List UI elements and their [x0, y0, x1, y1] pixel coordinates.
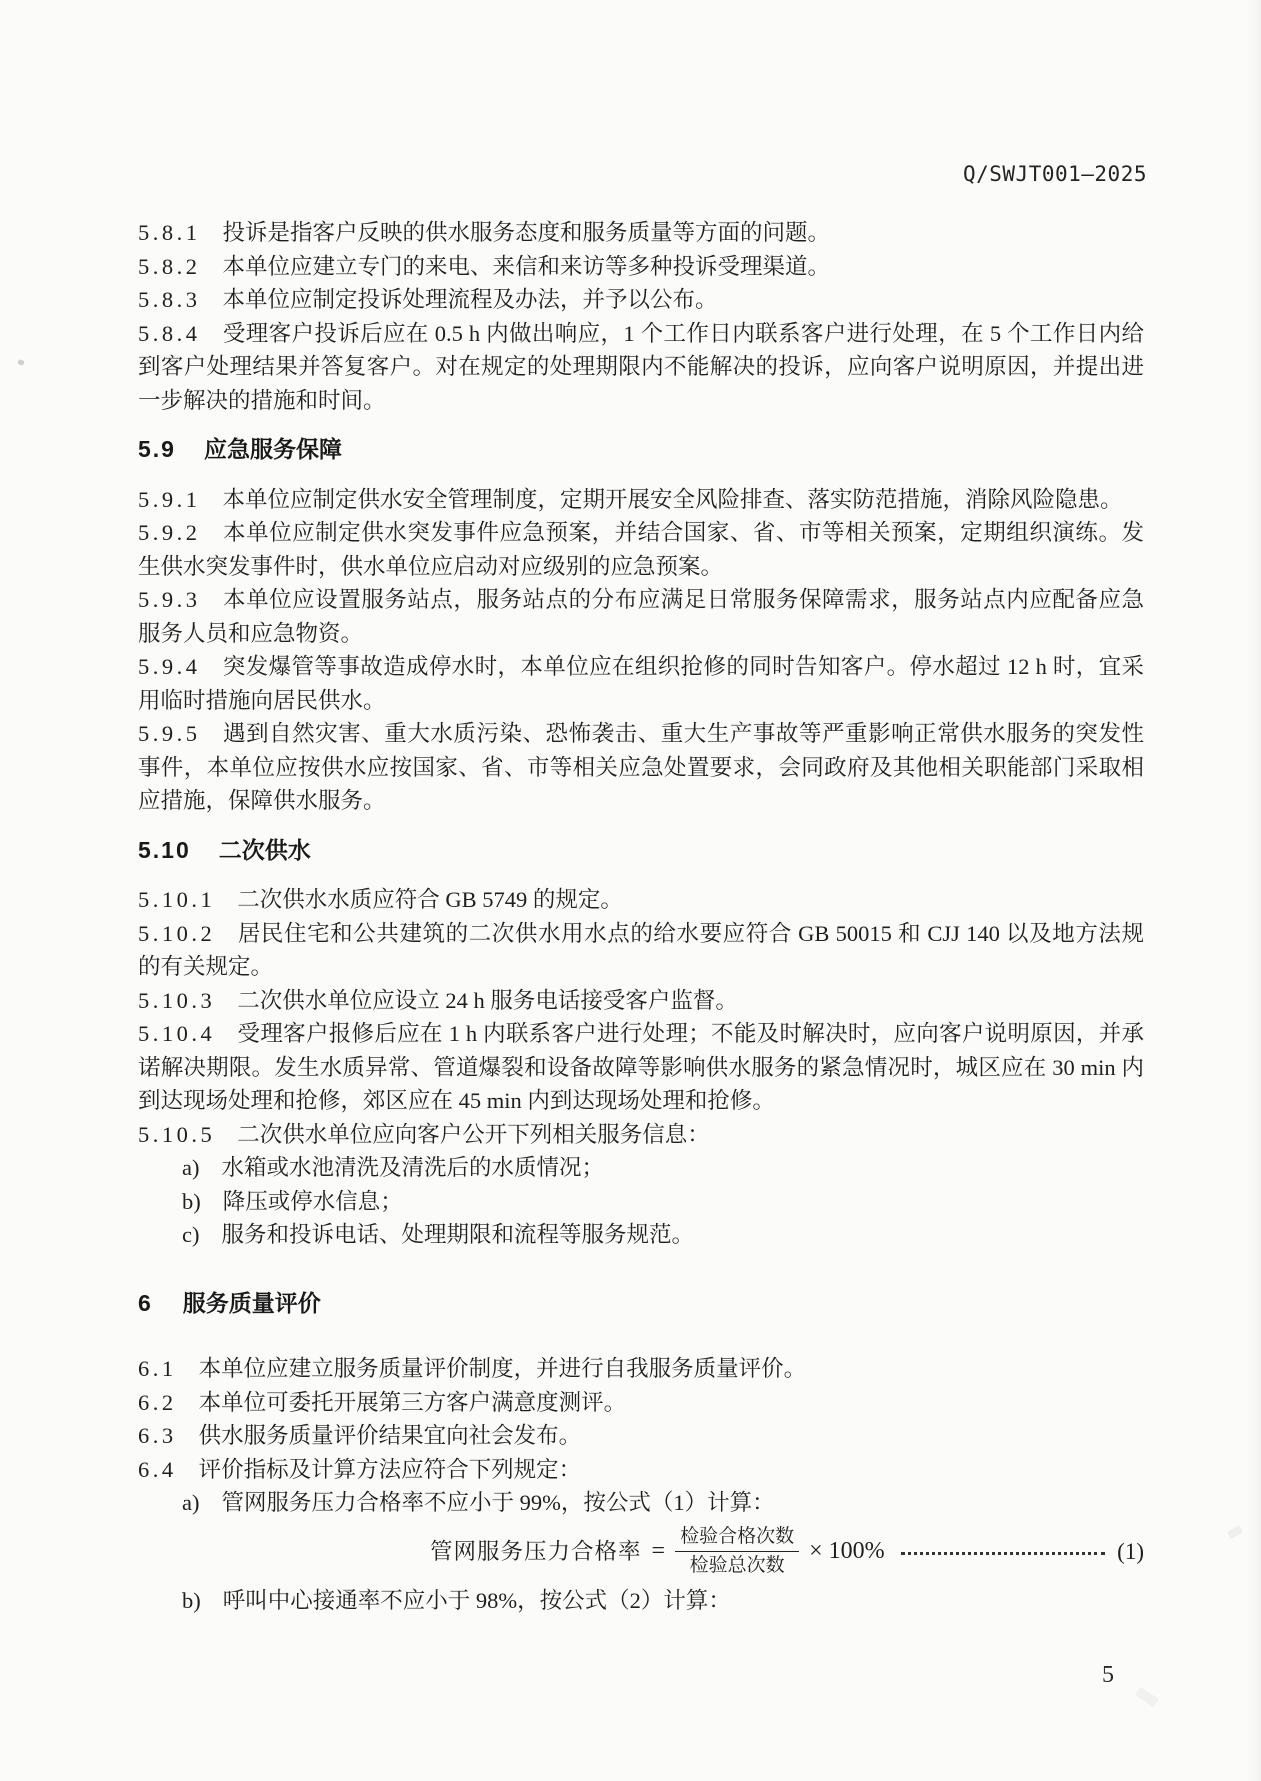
list-text: 呼叫中心接通率不应小于 98%，按公式（2）计算：: [222, 1587, 731, 1613]
clause-text: 遇到自然灾害、重大水质污染、恐怖袭击、重大生产事故等严重影响正常供水服务的突发性事件，本单位应按供水应按国家、省、市等相关应急处置要求，会同政府及其他相关职能部门采取相应措施，保障供水服务。: [138, 721, 1144, 813]
section-heading-6: [138, 1287, 1144, 1321]
clause-5-10-5: [138, 1118, 1144, 1152]
clause-number: 5.9.3: [138, 587, 201, 612]
heading-title: 应急服务保障: [203, 436, 342, 462]
page-number: 5: [1102, 1662, 1114, 1688]
list-text: 服务和投诉电话、处理期限和流程等服务规范。: [221, 1222, 694, 1247]
heading-title: 服务质量评价: [182, 1289, 321, 1316]
clause-number: 5.10.1: [138, 887, 216, 912]
list-text: 降压或停水信息；: [222, 1188, 403, 1214]
section-heading-5-9: [138, 433, 1144, 467]
clause-5-9-4: [138, 650, 1144, 717]
clause-6-2: [138, 1386, 1144, 1420]
clause-text: 二次供水单位应设立 24 h 服务电话接受客户监督。: [237, 987, 738, 1013]
clause-text: 本单位应制定供水安全管理制度，定期开展安全风险排查、落实防范措施，消除风险隐患。: [222, 486, 1123, 512]
clause-6-3: [138, 1419, 1144, 1453]
document-body: [138, 216, 1144, 1617]
list-text: 水箱或水池清洗及清洗后的水质情况；: [221, 1155, 604, 1180]
clause-number: 5.9.4: [138, 654, 201, 679]
clause-5-8-2: [138, 250, 1144, 284]
clause-text: 供水服务质量评价结果宜向社会发布。: [198, 1423, 582, 1448]
list-marker: c): [182, 1222, 200, 1247]
clause-number: 5.8.1: [138, 220, 201, 245]
clause-number: 5.9.1: [138, 486, 201, 512]
clause-text: 评价指标及计算方法应符合下列规定：: [198, 1456, 582, 1482]
equals-sign: =: [651, 1537, 666, 1564]
clause-text: 居民住宅和公共建筑的二次供水用水点的给水要应符合 GB 50015 和 CJJ 140 以及地方法规的有关规定。: [138, 920, 1144, 979]
list-marker: b): [182, 1587, 201, 1613]
clause-text: 本单位应设置服务站点，服务站点的分布应满足日常服务保障需求，服务站点内应配备应急服务人员和应急物资。: [138, 587, 1144, 646]
list-item-b-pressure: [138, 1185, 1144, 1219]
clause-5-8-1: [138, 216, 1144, 250]
list-item-a-water-tank: [138, 1151, 1144, 1185]
heading-number: 5.9: [138, 436, 176, 462]
heading-number: 6: [138, 1289, 153, 1316]
fraction-denominator: 检验总次数: [689, 1555, 785, 1576]
clause-text: 投诉是指客户反映的供水服务态度和服务质量等方面的问题。: [222, 220, 831, 245]
section-heading-5-10: [138, 834, 1144, 868]
clause-5-9-2: [138, 516, 1144, 583]
scan-speck: [1135, 1687, 1159, 1708]
clause-5-8-4: [138, 317, 1144, 418]
clause-6-4: [138, 1453, 1144, 1487]
scan-speck: [1227, 1525, 1243, 1539]
clause-text: 受理客户投诉后应在 0.5 h 内做出响应，1 个工作日内联系客户进行处理，在 5 个工作日内给到客户处理结果并答复客户。对在规定的处理期限内不能解决的投诉，应向客户说明原因，并提出进一步解决的措施和时间。: [138, 320, 1144, 413]
clause-number: 6.4: [138, 1456, 177, 1482]
clause-text: 二次供水水质应符合 GB 5749 的规定。: [237, 887, 623, 912]
scan-speck: [17, 359, 24, 366]
clause-text: 本单位应制定投诉处理流程及办法，并予以公布。: [222, 287, 718, 312]
formula-1: [138, 1520, 1144, 1584]
clause-number: 5.10.5: [138, 1121, 216, 1147]
formula-fraction: [675, 1525, 799, 1578]
fraction-numerator: 检验合格次数: [675, 1525, 799, 1552]
heading-number: 5.10: [138, 836, 191, 863]
clause-number: 5.8.3: [138, 287, 201, 312]
clause-text: 受理客户报修后应在 1 h 内联系客户进行处理；不能及时解决时，应向客户说明原因，并承诺解决期限。发生水质异常、管道爆裂和设备故障等影响供水服务的紧急情况时，城区应在 30 min 内到达现场处理和抢修，郊区应在 45 min 内到达现场处理和抢修。: [138, 1021, 1144, 1113]
clause-5-10-1: [138, 883, 1144, 917]
equation-number: (1): [1117, 1538, 1144, 1564]
clause-number: 6.3: [138, 1423, 177, 1448]
clause-text: 本单位应建立专门的来电、来信和来访等多种投诉受理渠道。: [222, 253, 831, 279]
dotted-leader: [901, 1552, 1106, 1555]
clause-text: 本单位可委托开展第三方客户满意度测评。: [198, 1389, 627, 1415]
formula-multiplier: × 100%: [809, 1537, 885, 1564]
clause-text: 突发爆管等事故造成停水时，本单位应在组织抢修的同时告知客户。停水超过 12 h 时，宜采用临时措施向居民供水。: [138, 654, 1144, 713]
list-text: 管网服务压力合格率不应小于 99%，按公式（1）计算：: [221, 1490, 775, 1515]
clause-number: 5.10.2: [138, 920, 216, 946]
clause-number: 6.2: [138, 1389, 177, 1415]
clause-5-10-2: [138, 917, 1144, 984]
list-marker: a): [182, 1155, 200, 1180]
clause-text: 本单位应制定供水突发事件应急预案，并结合国家、省、市等相关预案，定期组织演练。发生供水突发事件时，供水单位应启动对应级别的应急预案。: [138, 520, 1144, 579]
clause-number: 5.8.4: [138, 320, 201, 346]
clause-number: 5.9.5: [138, 721, 201, 746]
clause-text: 本单位应建立服务质量评价制度，并进行自我服务质量评价。: [198, 1356, 807, 1381]
clause-5-9-1: [138, 483, 1144, 517]
clause-number: 5.9.2: [138, 520, 201, 545]
list-item-b-call-center: [138, 1584, 1144, 1618]
formula-lhs: 管网服务压力合格率: [430, 1538, 642, 1564]
list-item-c-service: [138, 1218, 1144, 1252]
clause-6-1: [138, 1352, 1144, 1386]
list-marker: a): [182, 1490, 200, 1515]
clause-number: 5.10.4: [138, 1021, 216, 1046]
clause-number: 5.8.2: [138, 253, 201, 279]
clause-5-9-3: [138, 583, 1144, 650]
clause-5-9-5: [138, 717, 1144, 818]
list-marker: b): [182, 1188, 201, 1214]
clause-5-10-4: [138, 1017, 1144, 1118]
list-item-a-pressure-rate: [138, 1486, 1144, 1520]
clause-5-10-3: [138, 984, 1144, 1018]
heading-title: 二次供水: [218, 836, 311, 863]
clause-number: 5.10.3: [138, 987, 216, 1013]
standard-code-header: Q/SWJT001—2025: [962, 162, 1147, 186]
clause-number: 6.1: [138, 1356, 177, 1381]
clause-5-8-3: [138, 283, 1144, 317]
clause-text: 二次供水单位应向客户公开下列相关服务信息：: [237, 1121, 710, 1147]
